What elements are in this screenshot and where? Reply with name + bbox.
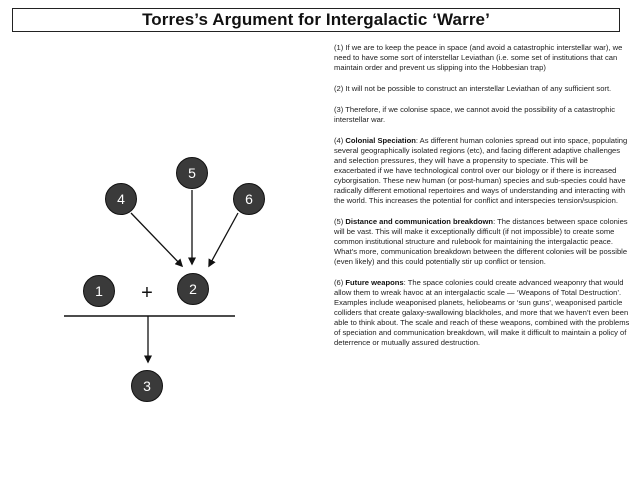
- premise-1-text: If we are to keep the peace in space (and avoid a catastrophic interstellar war), we need to have some sort of interstellar Leviathan (i.e. some set of institutions that can maintain order and prevent us slipping into the Hobbesian trap): [334, 43, 623, 73]
- node-5: [177, 158, 208, 189]
- node-3: [132, 371, 163, 402]
- premise-4-prefix: (4): [334, 136, 346, 146]
- premise-3-prefix: (3): [334, 105, 346, 115]
- page-title: Torres’s Argument for Intergalactic ‘Warre’: [142, 10, 490, 29]
- node-4-label: 4: [117, 191, 125, 207]
- premise-6: [334, 278, 630, 348]
- premise-6-heading: Future weapons: [345, 278, 404, 288]
- arrow-4-to-2: [131, 213, 182, 266]
- node-2-label: 2: [189, 281, 197, 297]
- premise-4: [334, 136, 630, 206]
- premise-1-prefix: (1): [334, 43, 346, 52]
- node-1: [84, 276, 115, 307]
- premise-6-text: : The space colonies could create advanced weaponry that would allow them to wreak havoc at an intergalactic scale — ‘Weapons of Total Destruction’. Examples include weaponised planets, heliobeams or ‘sun guns’, weaponised particle colliders that create galaxy-swallowing blackholes, and more that we haven’t even been able to think about. The scale and reach of these weapons, combined with the problems of speciation and communication breakdown, will make it difficult to maintain a policy of deterrence or mutually assured destruction.: [334, 278, 630, 348]
- premise-2: [334, 84, 630, 94]
- node-1-label: 1: [95, 283, 103, 299]
- node-6: [234, 184, 265, 215]
- premise-5-prefix: (5): [334, 217, 346, 227]
- node-4: [106, 184, 137, 215]
- premise-4-heading: Colonial Speciation: [345, 136, 416, 146]
- premise-3: [334, 105, 630, 125]
- premise-1: [334, 43, 630, 73]
- node-3-label: 3: [143, 378, 151, 394]
- node-2: [178, 274, 209, 305]
- premise-5-text: : The distances between space colonies will be vast. This will make it exceptionally difficult (if not impossible) to create some common institutional structure and rulebook for maintaining the intergalactic peace. What’s more, communication breakdown between the different colonies will be possible (even likely) and this could potentially stir up conflict or tension.: [334, 217, 628, 267]
- premise-2-text: It will not be possible to construct an interstellar Leviathan of any sufficient sort.: [345, 84, 612, 94]
- premise-3-text: Therefore, if we colonise space, we cannot avoid the possibility of a catastrophic interstellar war.: [334, 105, 615, 125]
- premise-4-text: : As different human colonies spread out into space, populating several geographically isolated regions (etc), and facing different adaptive challenges and selection pressures, they will have a propensity to speciate. This will be exacerbated if we have technological control over our biology or if there is increased cyborgisation. These new human (or post-human) species and sub-species could have radically different emotional repertoires and ways of understanding and interacting with the world. This increases the potential for conflict and interspecies tension/suspicion.: [334, 136, 628, 206]
- node-6-label: 6: [245, 191, 253, 207]
- premise-6-prefix: (6): [334, 278, 346, 288]
- premise-2-prefix: (2): [334, 84, 346, 94]
- premise-5: [334, 217, 630, 267]
- premises-text: [334, 43, 630, 359]
- node-5-label: 5: [188, 165, 196, 181]
- arrow-6-to-2: [209, 213, 238, 266]
- premise-5-heading: Distance and communication breakdown: [345, 217, 494, 227]
- plus-sign: +: [141, 282, 153, 304]
